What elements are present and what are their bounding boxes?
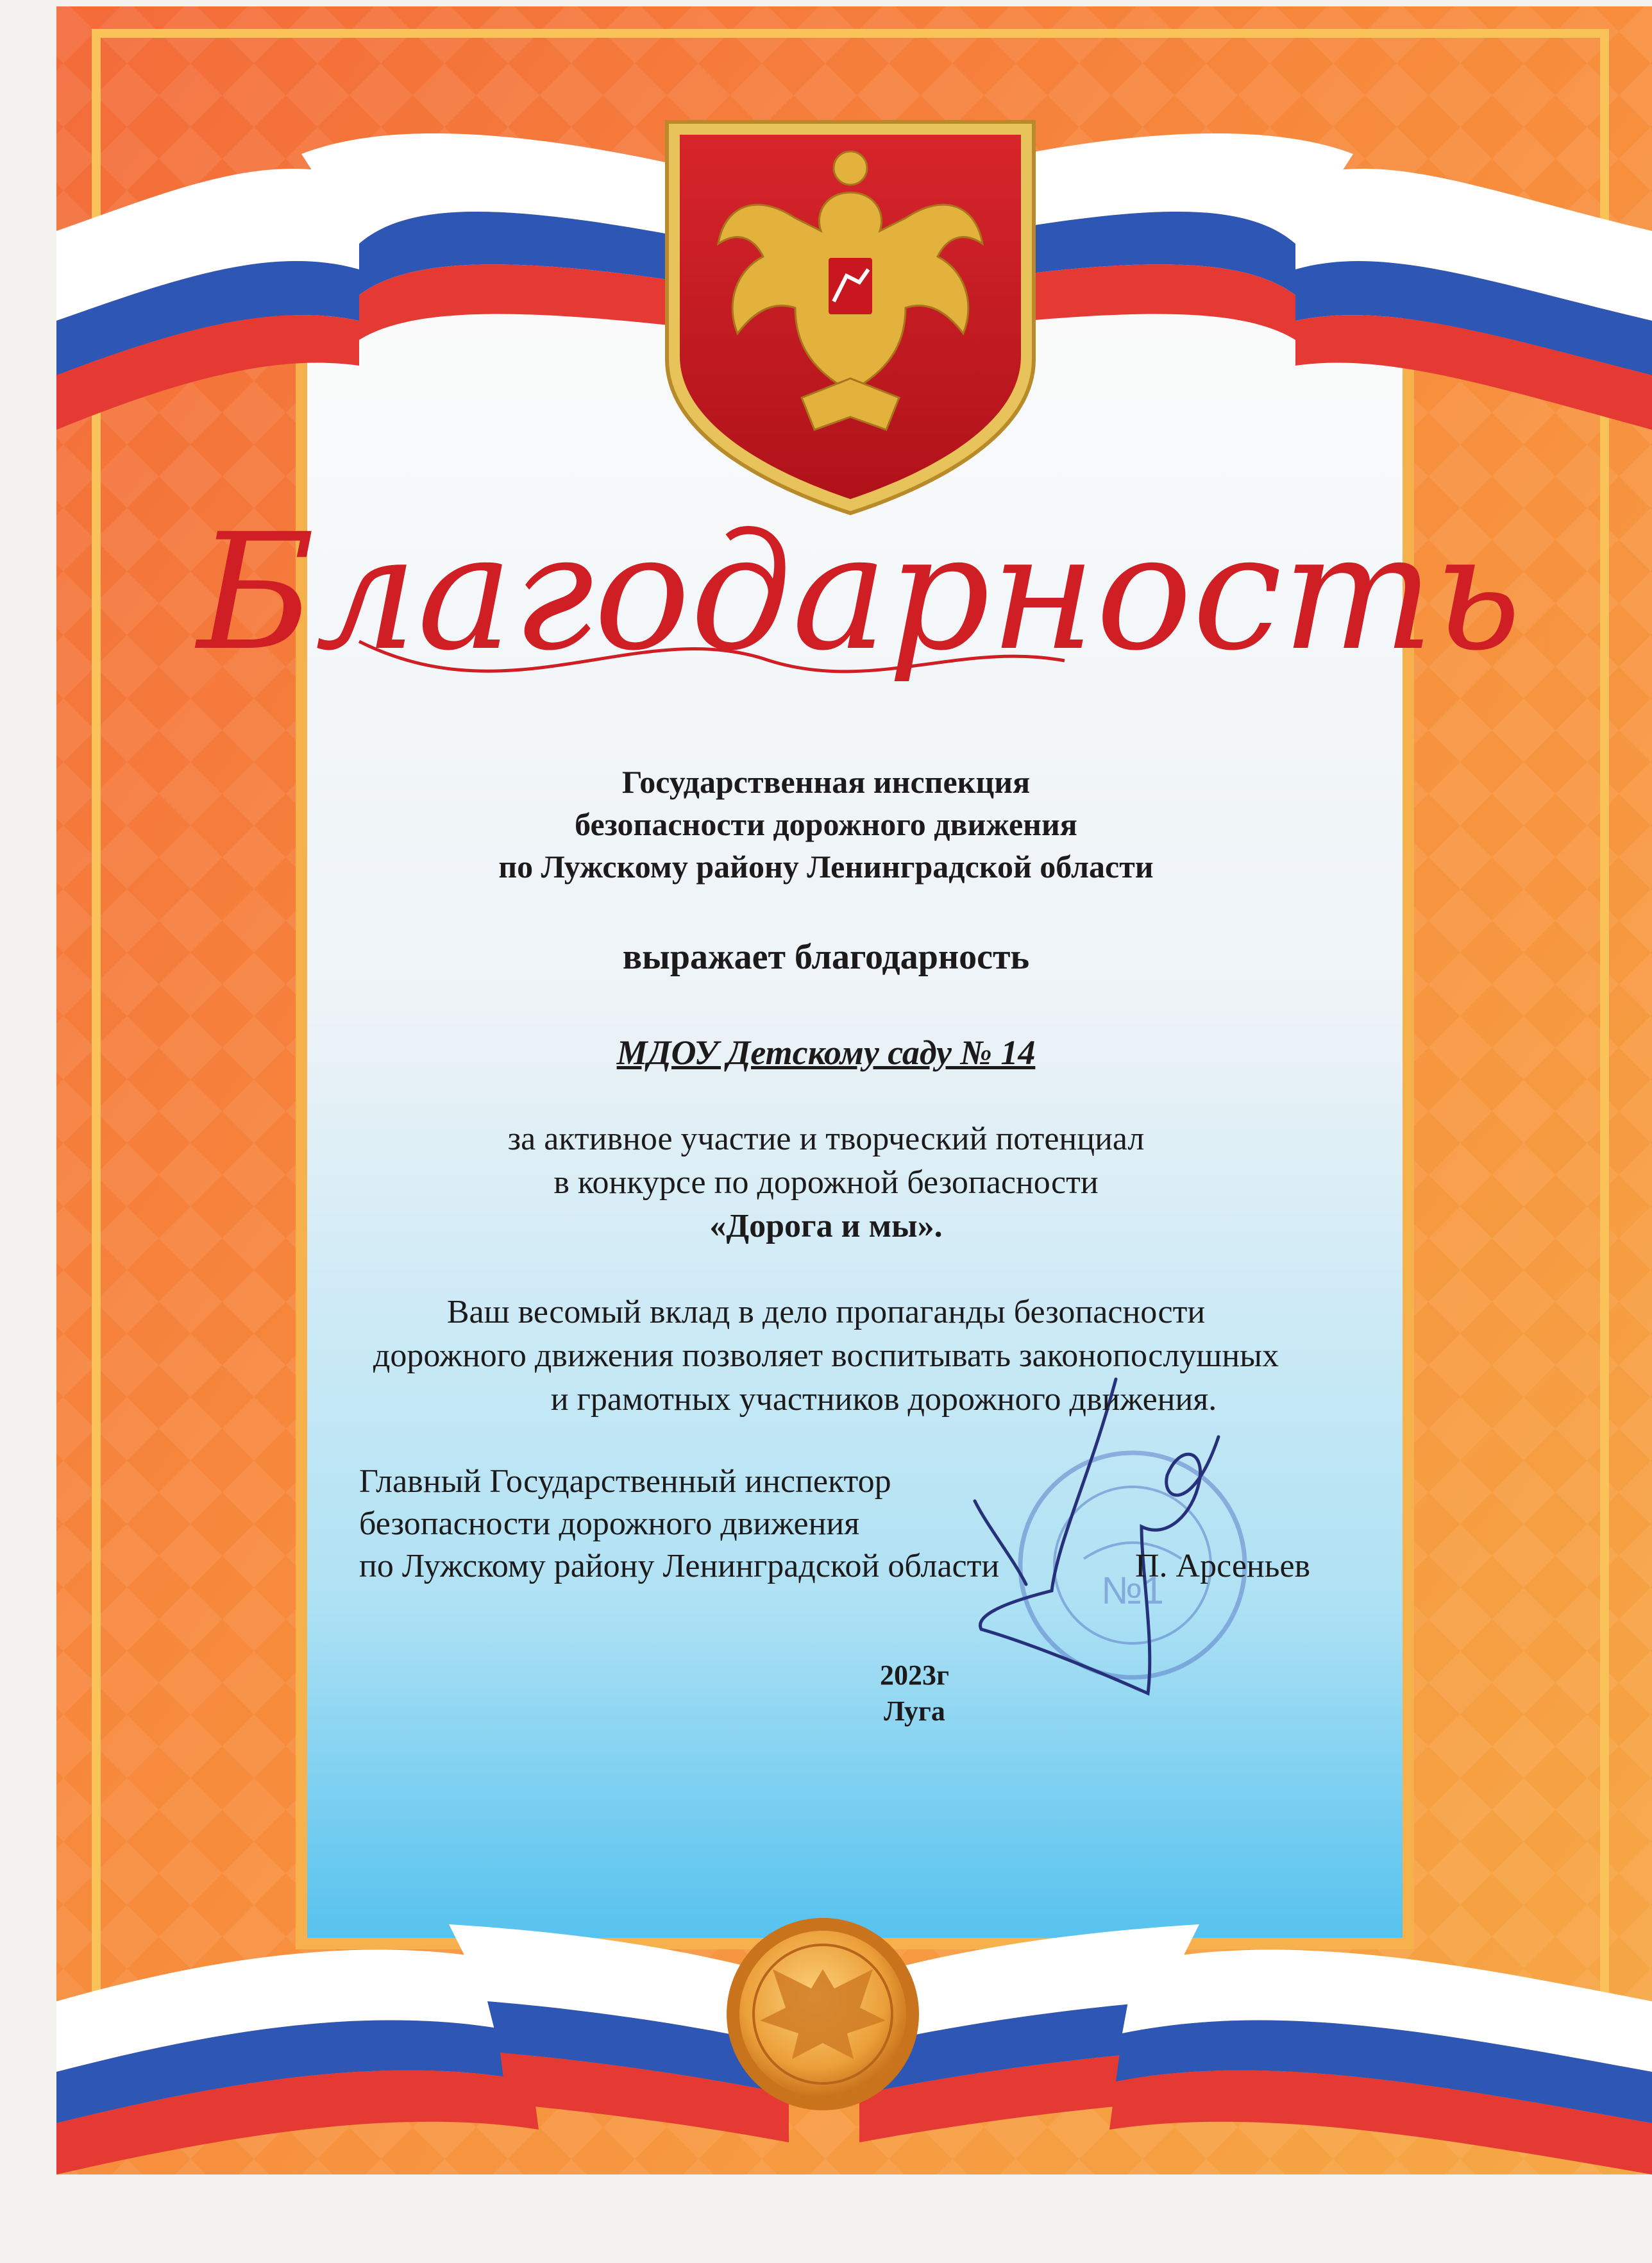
signatory-title-line-2: безопасности дорожного движения — [359, 1505, 860, 1542]
gold-seal-emblem — [727, 1918, 919, 2110]
issue-city: Луга — [884, 1695, 945, 1727]
signatory-title-line-3: по Лужскому району Ленинградской области — [359, 1548, 1000, 1584]
reason-line-1: за активное участие и творческий потенциал — [507, 1121, 1145, 1157]
org-line-1: Государственная инспекция — [621, 764, 1031, 800]
stamp-center-number: №1 — [1101, 1569, 1164, 1612]
contribution-line-3: и грамотных участников дорожного движения. — [550, 1381, 1217, 1418]
contribution-line-2: дорожного движения позволяет воспитывать законопослушных — [373, 1337, 1279, 1374]
org-line-2: безопасности дорожного движения — [575, 806, 1077, 842]
org-line-3: по Лужскому району Ленинградской области — [498, 849, 1154, 885]
signatory-title-line-1: Главный Государственный инспектор — [359, 1463, 891, 1500]
reason-line-2: в конкурсе по дорожной безопасности — [553, 1164, 1099, 1201]
issue-year: 2023г — [880, 1659, 949, 1691]
certificate-title: Благодарность — [197, 499, 1522, 686]
signatory-name: П. Арсеньев — [1135, 1548, 1311, 1584]
contribution-line-1: Ваш весомый вклад в дело пропаганды безопасности — [446, 1294, 1206, 1330]
recipient-name: МДОУ Детскому саду № 14 — [616, 1033, 1036, 1072]
expresses-gratitude: выражает благодарность — [622, 937, 1030, 977]
contest-name: «Дорога и мы». — [709, 1208, 943, 1244]
